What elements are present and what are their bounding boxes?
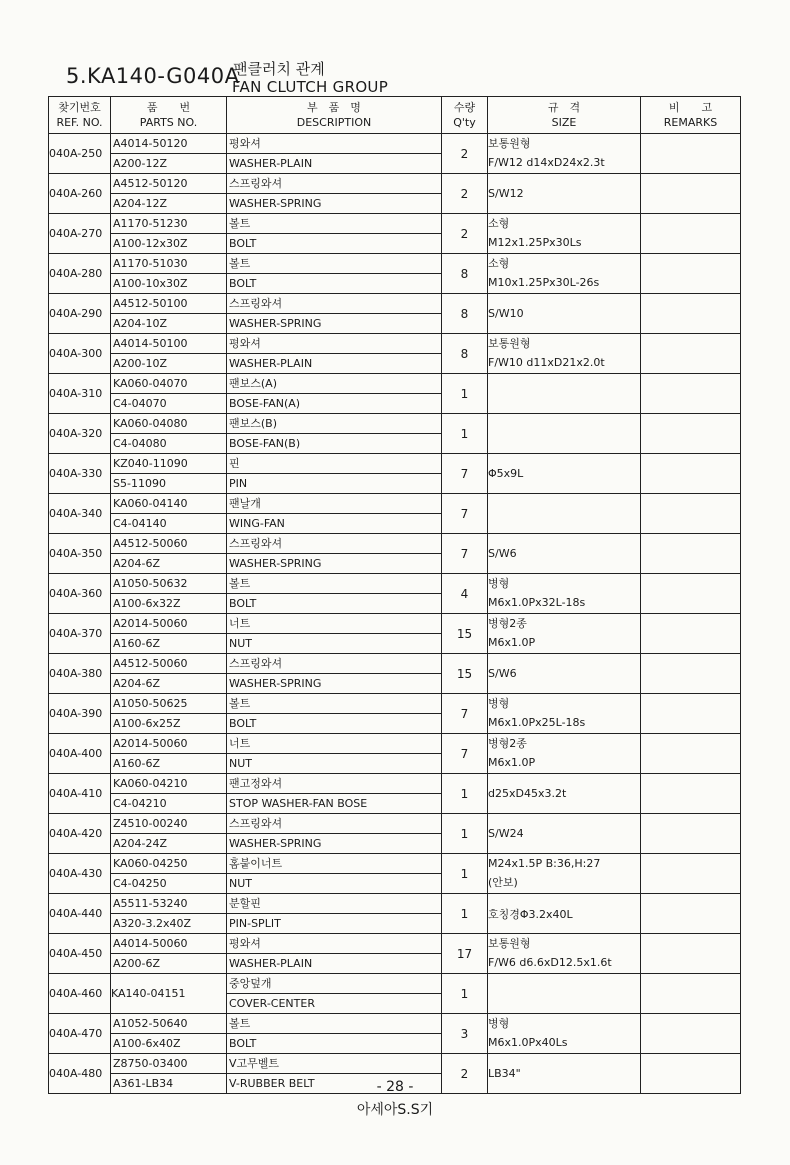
remarks bbox=[641, 694, 741, 734]
table-row bbox=[49, 494, 741, 534]
size-line-2: M6x1.0P bbox=[488, 636, 536, 649]
description-english: WASHER-SPRING bbox=[229, 677, 322, 690]
remarks bbox=[641, 174, 741, 214]
description-english: WASHER-PLAIN bbox=[229, 357, 313, 370]
ref-no: 040A-400 bbox=[49, 734, 111, 774]
description bbox=[227, 254, 442, 294]
description bbox=[227, 574, 442, 614]
description-english: WASHER-SPRING bbox=[229, 197, 322, 210]
part-number: A2014-50060 bbox=[111, 614, 226, 634]
description-korean: 핀 bbox=[227, 454, 441, 474]
quantity: 2 bbox=[442, 134, 488, 174]
part-number: A4512-50060 bbox=[111, 654, 226, 674]
table-row bbox=[49, 974, 741, 1014]
ref-no: 040A-270 bbox=[49, 214, 111, 254]
description-korean: 스프링와셔 bbox=[227, 294, 441, 314]
col-header-ref: 찾기번호 REF. NO. bbox=[49, 97, 111, 134]
description-korean: 평와셔 bbox=[227, 134, 441, 154]
size-line-1: 소형 bbox=[488, 257, 510, 270]
description-korean: 볼트 bbox=[227, 1014, 441, 1034]
part-numbers bbox=[111, 654, 227, 694]
part-number: A4512-50100 bbox=[111, 294, 226, 314]
ref-no: 040A-410 bbox=[49, 774, 111, 814]
part-number: A4014-50100 bbox=[111, 334, 226, 354]
ref-no: 040A-440 bbox=[49, 894, 111, 934]
quantity: 2 bbox=[442, 174, 488, 214]
size: S/W24 bbox=[488, 814, 641, 854]
remarks bbox=[641, 934, 741, 974]
description-korean: 볼트 bbox=[227, 694, 441, 714]
size: S/W6 bbox=[488, 654, 641, 694]
part-numbers bbox=[111, 134, 227, 174]
table-row bbox=[49, 334, 741, 374]
part-numbers bbox=[111, 414, 227, 454]
group-code: 5.KA140-G040A bbox=[66, 64, 240, 88]
description-korean: 팬보스(A) bbox=[227, 374, 441, 394]
description-korean: 너트 bbox=[227, 614, 441, 634]
ref-no: 040A-370 bbox=[49, 614, 111, 654]
description-english: BOSE-FAN(A) bbox=[229, 397, 301, 410]
description-english: STOP WASHER-FAN BOSE bbox=[229, 797, 368, 810]
ref-no: 040A-280 bbox=[49, 254, 111, 294]
ref-no: 040A-310 bbox=[49, 374, 111, 414]
description bbox=[227, 814, 442, 854]
ref-no: 040A-250 bbox=[49, 134, 111, 174]
size: 호칭경Φ3.2x40L bbox=[488, 894, 641, 934]
part-numbers bbox=[111, 294, 227, 334]
table-row bbox=[49, 134, 741, 174]
ref-no: 040A-450 bbox=[49, 934, 111, 974]
part-code: A200-10Z bbox=[113, 357, 168, 370]
description-korean: 볼트 bbox=[227, 254, 441, 274]
part-code: A320-3.2x40Z bbox=[113, 917, 192, 930]
part-code: S5-11090 bbox=[113, 477, 166, 490]
quantity: 1 bbox=[442, 894, 488, 934]
part-code: C4-04210 bbox=[113, 797, 167, 810]
description bbox=[227, 414, 442, 454]
part-number: A4014-50060 bbox=[111, 934, 226, 954]
size bbox=[488, 974, 641, 1014]
size: Φ5x9L bbox=[488, 454, 641, 494]
part-code: A100-6x40Z bbox=[113, 1037, 181, 1050]
description bbox=[227, 454, 442, 494]
description-english: WASHER-PLAIN bbox=[229, 157, 313, 170]
page-number: - 28 - bbox=[376, 1079, 414, 1095]
description-english: WASHER-SPRING bbox=[229, 317, 322, 330]
description-english: NUT bbox=[229, 757, 252, 770]
remarks bbox=[641, 614, 741, 654]
description-english: BOLT bbox=[229, 597, 257, 610]
remarks bbox=[641, 454, 741, 494]
quantity: 7 bbox=[442, 694, 488, 734]
part-code: A160-6Z bbox=[113, 637, 161, 650]
size-line-1: 보통원형 bbox=[488, 137, 531, 150]
description bbox=[227, 334, 442, 374]
part-number: KA060-04070 bbox=[111, 374, 226, 394]
description-korean: 팬고정와셔 bbox=[227, 774, 441, 794]
description bbox=[227, 1014, 442, 1054]
part-numbers bbox=[111, 534, 227, 574]
description-korean: 평와셔 bbox=[227, 934, 441, 954]
size bbox=[488, 214, 641, 254]
description bbox=[227, 974, 442, 1014]
ref-no: 040A-290 bbox=[49, 294, 111, 334]
part-number: A4014-50120 bbox=[111, 134, 226, 154]
description bbox=[227, 614, 442, 654]
company-name: 아세아S.S기 bbox=[356, 1102, 434, 1118]
remarks bbox=[641, 494, 741, 534]
size bbox=[488, 934, 641, 974]
part-code: C4-04080 bbox=[113, 437, 167, 450]
part-number: A1050-50632 bbox=[111, 574, 226, 594]
ref-no: 040A-320 bbox=[49, 414, 111, 454]
parts-table bbox=[48, 96, 741, 1094]
quantity: 7 bbox=[442, 494, 488, 534]
table-row bbox=[49, 654, 741, 694]
part-number: KA060-04210 bbox=[111, 774, 226, 794]
table-row bbox=[49, 774, 741, 814]
part-code: A204-24Z bbox=[113, 837, 168, 850]
ref-no: 040A-480 bbox=[49, 1054, 111, 1094]
part-number: A1052-50640 bbox=[111, 1014, 226, 1034]
table-row bbox=[49, 534, 741, 574]
remarks bbox=[641, 654, 741, 694]
size-line-2: (안보) bbox=[488, 876, 518, 889]
size bbox=[488, 374, 641, 414]
part-code: C4-04250 bbox=[113, 877, 167, 890]
table-row bbox=[49, 614, 741, 654]
part-numbers bbox=[111, 734, 227, 774]
part-numbers bbox=[111, 894, 227, 934]
quantity: 8 bbox=[442, 254, 488, 294]
part-number: A2014-50060 bbox=[111, 734, 226, 754]
table-row bbox=[49, 894, 741, 934]
description-korean: 스프링와셔 bbox=[227, 174, 441, 194]
quantity: 15 bbox=[442, 614, 488, 654]
size: S/W12 bbox=[488, 174, 641, 214]
table-header-row bbox=[49, 97, 741, 134]
description-english: V-RUBBER BELT bbox=[229, 1077, 315, 1090]
remarks bbox=[641, 214, 741, 254]
quantity: 17 bbox=[442, 934, 488, 974]
part-numbers bbox=[111, 334, 227, 374]
description-english: WASHER-SPRING bbox=[229, 837, 322, 850]
part-code: A204-6Z bbox=[113, 677, 161, 690]
size-line-2: M6x1.0Px25L-18s bbox=[488, 716, 586, 729]
ref-no: 040A-390 bbox=[49, 694, 111, 734]
remarks bbox=[641, 254, 741, 294]
size-line-1: 병형2종 bbox=[488, 617, 527, 630]
quantity: 7 bbox=[442, 454, 488, 494]
part-numbers bbox=[111, 614, 227, 654]
description bbox=[227, 534, 442, 574]
description-english: COVER-CENTER bbox=[229, 997, 315, 1010]
size-line-2: M6x1.0Px40Ls bbox=[488, 1036, 568, 1049]
ref-no: 040A-470 bbox=[49, 1014, 111, 1054]
description-korean: V고무벨트 bbox=[227, 1054, 441, 1074]
quantity: 2 bbox=[442, 1054, 488, 1094]
table-row bbox=[49, 254, 741, 294]
description-english: BOLT bbox=[229, 237, 257, 250]
remarks bbox=[641, 374, 741, 414]
table-row bbox=[49, 934, 741, 974]
table-row bbox=[49, 854, 741, 894]
size: S/W10 bbox=[488, 294, 641, 334]
col-header-qty: 수량 Q'ty bbox=[442, 97, 488, 134]
description-korean: 평와셔 bbox=[227, 334, 441, 354]
table-row bbox=[49, 174, 741, 214]
part-number: A5511-53240 bbox=[111, 894, 226, 914]
table-row bbox=[49, 814, 741, 854]
part-numbers bbox=[111, 1014, 227, 1054]
part-number: A4512-50120 bbox=[111, 174, 226, 194]
size: d25xD45x3.2t bbox=[488, 774, 641, 814]
group-title-korean: 팬클러치 관계 bbox=[233, 60, 325, 78]
description bbox=[227, 374, 442, 414]
description bbox=[227, 134, 442, 174]
remarks bbox=[641, 574, 741, 614]
description-english: BOSE-FAN(B) bbox=[229, 437, 301, 450]
part-code: A160-6Z bbox=[113, 757, 161, 770]
description-korean: 볼트 bbox=[227, 574, 441, 594]
size-line-1: 병형 bbox=[488, 697, 510, 710]
size-line-2: M12x1.25Px30Ls bbox=[488, 236, 582, 249]
description-korean: 볼트 bbox=[227, 214, 441, 234]
quantity: 2 bbox=[442, 214, 488, 254]
description-korean: 너트 bbox=[227, 734, 441, 754]
description-english: WING-FAN bbox=[229, 517, 285, 530]
part-code: A204-10Z bbox=[113, 317, 168, 330]
size: LB34" bbox=[488, 1054, 641, 1094]
size bbox=[488, 694, 641, 734]
description-english: NUT bbox=[229, 877, 252, 890]
description bbox=[227, 894, 442, 934]
size bbox=[488, 134, 641, 174]
part-code: A200-6Z bbox=[113, 957, 161, 970]
col-header-parts: 품 번 PARTS NO. bbox=[111, 97, 227, 134]
part-numbers bbox=[111, 574, 227, 614]
description-korean: 스프링와셔 bbox=[227, 654, 441, 674]
quantity: 7 bbox=[442, 734, 488, 774]
part-number: A1050-50625 bbox=[111, 694, 226, 714]
description bbox=[227, 934, 442, 974]
part-number: KA060-04250 bbox=[111, 854, 226, 874]
description-english: PIN-SPLIT bbox=[229, 917, 281, 930]
size-line-1: M24x1.5P B:36,H:27 bbox=[488, 857, 601, 870]
description bbox=[227, 654, 442, 694]
description-english: WASHER-PLAIN bbox=[229, 957, 313, 970]
part-numbers bbox=[111, 774, 227, 814]
description bbox=[227, 174, 442, 214]
ref-no: 040A-300 bbox=[49, 334, 111, 374]
col-header-description: 부 품 명 DESCRIPTION bbox=[227, 97, 442, 134]
description-english: BOLT bbox=[229, 1037, 257, 1050]
description bbox=[227, 854, 442, 894]
table-row bbox=[49, 454, 741, 494]
size-line-1: 병형 bbox=[488, 577, 510, 590]
description-english: NUT bbox=[229, 637, 252, 650]
description-korean: 팬날개 bbox=[227, 494, 441, 514]
remarks bbox=[641, 294, 741, 334]
quantity: 1 bbox=[442, 374, 488, 414]
col-header-size: 규 격 SIZE bbox=[488, 97, 641, 134]
table-row bbox=[49, 694, 741, 734]
description-korean: 스프링와셔 bbox=[227, 814, 441, 834]
size bbox=[488, 414, 641, 454]
part-number: KZ040-11090 bbox=[111, 454, 226, 474]
part-numbers bbox=[111, 174, 227, 214]
quantity: 8 bbox=[442, 334, 488, 374]
ref-no: 040A-360 bbox=[49, 574, 111, 614]
description bbox=[227, 774, 442, 814]
part-numbers bbox=[111, 694, 227, 734]
quantity: 8 bbox=[442, 294, 488, 334]
size-line-2: M10x1.25Px30L-26s bbox=[488, 276, 600, 289]
part-number: Z8750-03400 bbox=[111, 1054, 226, 1074]
remarks bbox=[641, 134, 741, 174]
description-korean: 중앙덮개 bbox=[227, 974, 441, 994]
part-numbers bbox=[111, 814, 227, 854]
size-line-2: F/W6 d6.6xD12.5x1.6t bbox=[488, 956, 612, 969]
ref-no: 040A-460 bbox=[49, 974, 111, 1014]
table-row bbox=[49, 1014, 741, 1054]
remarks bbox=[641, 814, 741, 854]
table-row bbox=[49, 574, 741, 614]
ref-no: 040A-260 bbox=[49, 174, 111, 214]
size-line-1: 병형 bbox=[488, 1017, 510, 1030]
part-code: C4-04070 bbox=[113, 397, 167, 410]
quantity: 1 bbox=[442, 854, 488, 894]
description-english: WASHER-SPRING bbox=[229, 557, 322, 570]
part-numbers bbox=[111, 454, 227, 494]
col-header-remarks: 비 고 REMARKS bbox=[641, 97, 741, 134]
size bbox=[488, 334, 641, 374]
remarks bbox=[641, 414, 741, 454]
description bbox=[227, 214, 442, 254]
size-line-1: 소형 bbox=[488, 217, 510, 230]
size-line-2: F/W12 d14xD24x2.3t bbox=[488, 156, 605, 169]
part-code: A100-12x30Z bbox=[113, 237, 188, 250]
quantity: 1 bbox=[442, 414, 488, 454]
part-code: A204-6Z bbox=[113, 557, 161, 570]
part-code: A100-6x32Z bbox=[113, 597, 181, 610]
part-number: KA140-04151 bbox=[111, 974, 227, 1014]
remarks bbox=[641, 334, 741, 374]
size-line-1: 병형2종 bbox=[488, 737, 527, 750]
size-line-1: 보통원형 bbox=[488, 937, 531, 950]
size bbox=[488, 494, 641, 534]
ref-no: 040A-380 bbox=[49, 654, 111, 694]
part-code: A204-12Z bbox=[113, 197, 168, 210]
size bbox=[488, 254, 641, 294]
part-number: A1170-51230 bbox=[111, 214, 226, 234]
table-row bbox=[49, 734, 741, 774]
quantity: 15 bbox=[442, 654, 488, 694]
part-code: C4-04140 bbox=[113, 517, 167, 530]
part-code: A100-10x30Z bbox=[113, 277, 188, 290]
size: S/W6 bbox=[488, 534, 641, 574]
description-korean: 스프링와셔 bbox=[227, 534, 441, 554]
part-code: A361-LB34 bbox=[113, 1077, 174, 1090]
part-code: A100-6x25Z bbox=[113, 717, 181, 730]
size bbox=[488, 1014, 641, 1054]
description bbox=[227, 734, 442, 774]
description bbox=[227, 494, 442, 534]
size-line-2: M6x1.0Px32L-18s bbox=[488, 596, 586, 609]
table-body bbox=[49, 134, 741, 1094]
table-row bbox=[49, 374, 741, 414]
part-numbers bbox=[111, 254, 227, 294]
size-line-2: F/W10 d11xD21x2.0t bbox=[488, 356, 605, 369]
description-korean: 분할핀 bbox=[227, 894, 441, 914]
size-line-1: 보통원형 bbox=[488, 337, 531, 350]
part-numbers bbox=[111, 214, 227, 254]
part-number: A4512-50060 bbox=[111, 534, 226, 554]
description-english: BOLT bbox=[229, 717, 257, 730]
part-numbers bbox=[111, 374, 227, 414]
remarks bbox=[641, 1014, 741, 1054]
table-row bbox=[49, 294, 741, 334]
description-korean: 팬보스(B) bbox=[227, 414, 441, 434]
table-row bbox=[49, 214, 741, 254]
remarks bbox=[641, 854, 741, 894]
ref-no: 040A-430 bbox=[49, 854, 111, 894]
remarks bbox=[641, 894, 741, 934]
part-number: Z4510-00240 bbox=[111, 814, 226, 834]
remarks bbox=[641, 974, 741, 1014]
description-english: BOLT bbox=[229, 277, 257, 290]
ref-no: 040A-330 bbox=[49, 454, 111, 494]
size bbox=[488, 734, 641, 774]
ref-no: 040A-420 bbox=[49, 814, 111, 854]
ref-no: 040A-340 bbox=[49, 494, 111, 534]
part-numbers bbox=[111, 854, 227, 894]
description bbox=[227, 294, 442, 334]
size bbox=[488, 574, 641, 614]
quantity: 7 bbox=[442, 534, 488, 574]
remarks bbox=[641, 534, 741, 574]
quantity: 3 bbox=[442, 1014, 488, 1054]
table-row bbox=[49, 414, 741, 454]
description-korean: 홈붙이너트 bbox=[227, 854, 441, 874]
quantity: 1 bbox=[442, 774, 488, 814]
group-title-english: FAN CLUTCH GROUP bbox=[232, 78, 389, 96]
size bbox=[488, 614, 641, 654]
part-number: KA060-04080 bbox=[111, 414, 226, 434]
remarks bbox=[641, 774, 741, 814]
remarks bbox=[641, 734, 741, 774]
quantity: 1 bbox=[442, 974, 488, 1014]
description-english: PIN bbox=[229, 477, 248, 490]
part-number: KA060-04140 bbox=[111, 494, 226, 514]
description bbox=[227, 694, 442, 734]
part-numbers bbox=[111, 494, 227, 534]
size-line-2: M6x1.0P bbox=[488, 756, 536, 769]
size bbox=[488, 854, 641, 894]
part-number: A1170-51030 bbox=[111, 254, 226, 274]
ref-no: 040A-350 bbox=[49, 534, 111, 574]
quantity: 4 bbox=[442, 574, 488, 614]
part-code: A200-12Z bbox=[113, 157, 168, 170]
part-numbers bbox=[111, 934, 227, 974]
quantity: 1 bbox=[442, 814, 488, 854]
